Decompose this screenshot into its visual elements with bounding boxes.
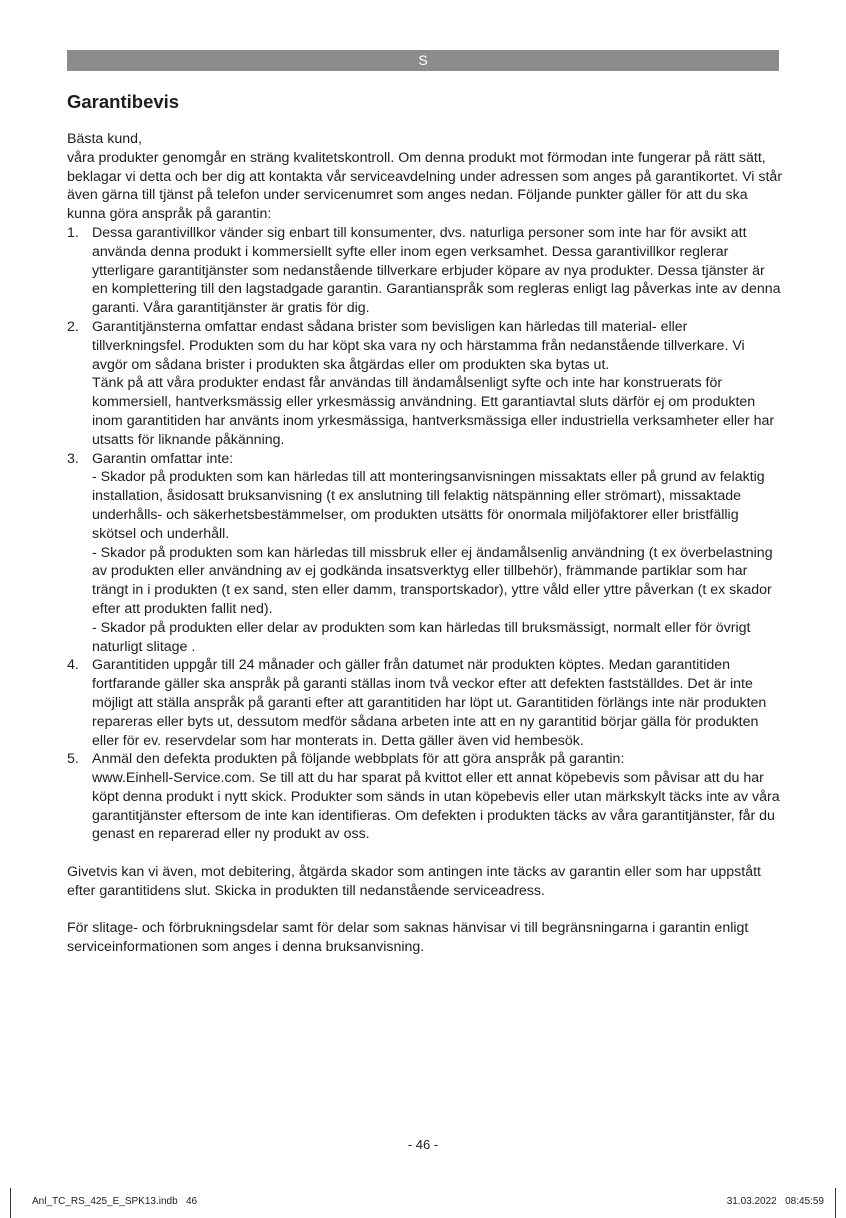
page-title: Garantibevis [67,91,180,112]
term-text: - Skador på produkten som kan härledas till att monteringsanvisningen missaktats eller på grund av felaktig installation, åsidosatt bruksanvisning (t ex anslutning till felaktig nätspänning eller strömart), missaktade underhålls- och säkerhetsbestämmelser, om produkten utsätts för onormala miljöfaktorer eller bristfällig skötsel och underhåll. [92,469,765,542]
terms-list [67,224,783,844]
term-item [67,656,783,750]
term-text: Tänk på att våra produkter endast får användas till ändamålsenligt syfte och inte har konstruerats för kommersiell, hantverksmässig eller yrkesmässig användning. Ett garantiavtal sluts därför ej om produkten inom garantitiden har använts inom yrkesmässiga, hantverksmässiga eller industriella verksamheter eller har utsatts för liknande påkänning. [92,375,775,448]
greeting: Bästa kund, [67,131,142,147]
intro-paragraph: våra produkter genomgår en sträng kvalitetskontroll. Om denna produkt mot förmodan inte fungerar på rätt sätt, beklagar vi detta och ber dig att kontakta vår serviceavdelning under adressen som anges på garantikortet. Vi står även gärna till tjänst på telefon under servicenumret som anges nedan. Följande punkter gäller för att du ska kunna göra anspråk på garantin: [67,149,783,223]
page-number: - 46 - [407,1137,439,1152]
footer-file-name: Anl_TC_RS_425_E_SPK13.indb 46 [32,1196,198,1207]
term-text: - Skador på produkten eller delar av produkten som kan härledas till bruksmässigt, normalt eller för övrigt naturligt slitage . [92,619,751,655]
crop-mark [10,1188,11,1218]
closing-paragraph: För slitage- och förbrukningsdelar samt för delar som saknas hänvisar vi till begränsningarna i garantin enligt serviceinformationen som anges i denna bruksanvisning. [67,920,749,956]
term-text: Anmäl den defekta produkten på följande webbplats för att göra anspråk på garantin: [92,751,625,768]
crop-mark [835,1188,836,1218]
closing-paragraph: Givetvis kan vi även, mot debitering, åtgärda skador som antingen inte täcks av garantin eller som har uppstått efter garantitidens slut. Skicka in produkten till nedanstående serviceadress. [67,864,761,899]
term-item [67,224,783,318]
term-text: www.Einhell-Service.com. Se till att du har sparat på kvittot eller ett annat köpebevis som påvisar att du har köpt denna produkt i nytt skick. Produkter som sänds in utan köpebevis eller utan märkskylt täcks inte av våra garantitjänster eftersom de inte kan identifieras. Om defekten i produkten täcks av våra garantitjänster, får du genast en reparerad eller ny produkt av oss. [92,770,780,843]
term-text: Dessa garantivillkor vänder sig enbart till konsumenter, dvs. naturliga personer som inte har för avsikt att använda denna produkt i kommersiellt syfte eller inom egen verksamhet. Dessa garantivillkor reglerar ytterligare garantitjänster som nedanstående tillverkare erbjuder köpare av nya produkter. Dessa tjänster är en komplettering till den lagstadgade garantin. Garantianspråk som regleras enligt lag påverkas inte av denna garanti. Våra garantitjänster är gratis för dig. [92,224,781,317]
term-number: 3. [67,450,79,467]
term-number: 5. [67,751,79,768]
term-number: 1. [67,224,79,241]
term-item [67,318,783,450]
term-item [67,750,783,844]
term-text: Garantitiden uppgår till 24 månader och gäller från datumet när produkten köptes. Medan garantitiden fortfarande gäller ska anspråk på garanti ställas inom två veckor efter att defekten fastställdes. Det är inte möjligt att ställa anspråk på garanti efter att garantitiden har löpt ut. Garantitiden förlängs inte när produkten repareras eller byts ut, dessutom medför sådana arbeten inte att en ny garantitid börjar gälla för produkten eller för ev. reservdelar som har monterats in. Detta gäller även vid hembesök. [92,657,767,749]
document-body [67,130,783,957]
term-number: 2. [67,318,79,335]
term-number: 4. [67,657,79,674]
language-code: S [418,52,428,68]
term-text: Garantin omfattar inte: [92,450,234,467]
language-bar [67,50,779,71]
footer-timestamp: 31.03.2022 08:45:59 [726,1196,824,1207]
term-item [67,450,783,657]
term-text: Garantitjänsterna omfattar endast sådana brister som bevisligen kan härledas till material- eller tillverkningsfel. Produkten som du har köpt ska vara ny och härstamma från nedanstående tillverkare. Vi avgör om sådana brister i produkten ska åtgärdas eller om produkten ska bytas ut. [92,318,745,373]
term-text: - Skador på produkten som kan härledas till missbruk eller ej ändamålsenlig användning (t ex överbelastning av produkten eller användning av ej godkända insatsverktyg eller tillbehör), främmande partiklar som har trängt in i produkten (t ex sand, sten eller damm, transportskador), yttre våld eller yttre påverkan (t ex skador efter att produkten fallit ned). [92,544,773,617]
